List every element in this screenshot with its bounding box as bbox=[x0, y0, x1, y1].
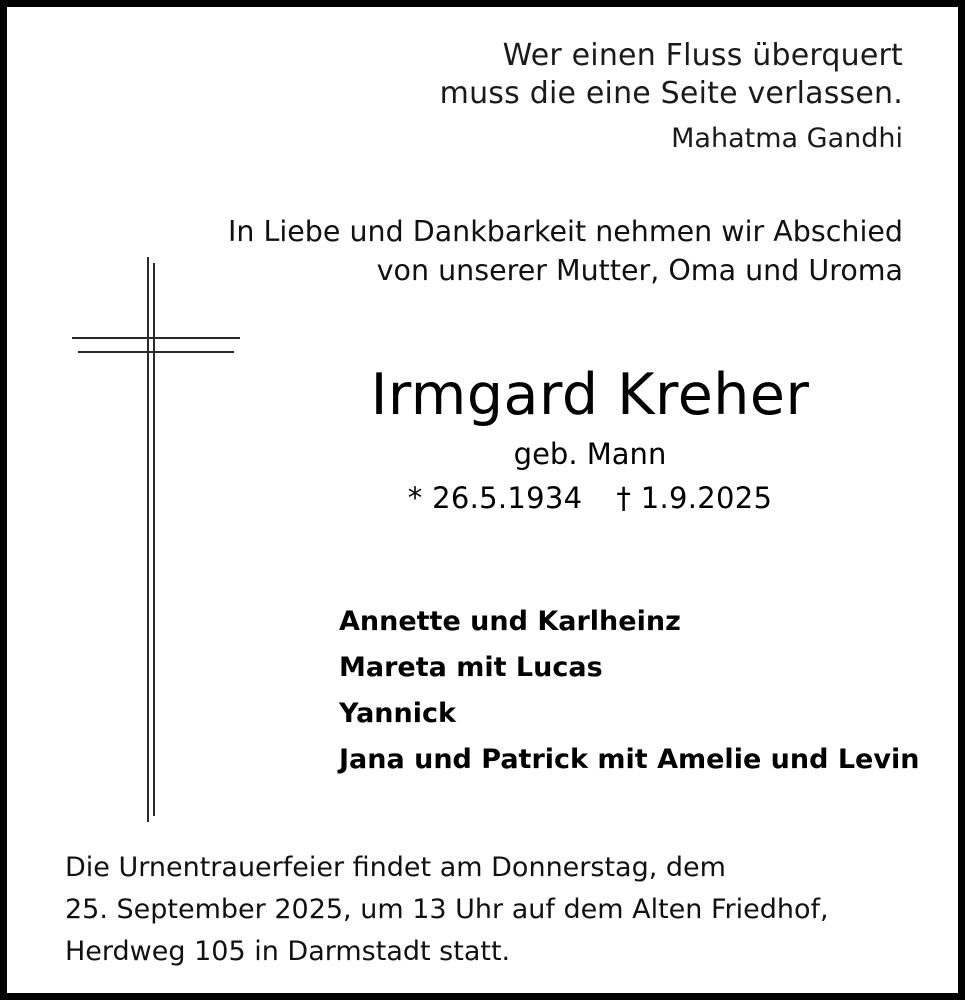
deceased-block bbox=[262, 362, 918, 520]
list-item: Mareta mit Lucas bbox=[339, 652, 603, 683]
cross-vertical-stroke bbox=[147, 257, 149, 822]
list-item: Jana und Patrick mit Amelie und Levin bbox=[339, 744, 920, 775]
birth-date: * 26.5.1934 bbox=[407, 481, 583, 515]
quote-line-1: Wer einen Fluss überquert bbox=[502, 38, 903, 73]
death-date: † 1.9.2025 bbox=[616, 481, 773, 515]
service-details-block bbox=[65, 847, 928, 973]
quote-line-2: muss die eine Seite verlassen. bbox=[439, 76, 903, 111]
service-line-3: Herdweg 105 in Darmstadt statt. bbox=[65, 936, 511, 967]
deceased-dates bbox=[262, 476, 918, 520]
cross-vertical-stroke-inner bbox=[153, 263, 155, 816]
list-item: Yannick bbox=[339, 698, 456, 729]
cross-horizontal-stroke-inner bbox=[78, 351, 234, 353]
cross-horizontal-stroke bbox=[72, 337, 240, 339]
intro-line-2: von unserer Mutter, Oma und Uroma bbox=[376, 254, 903, 287]
quote-block bbox=[440, 37, 903, 159]
cross-icon bbox=[67, 257, 242, 822]
deceased-maiden-name: geb. Mann bbox=[513, 437, 667, 471]
service-line-2: 25. September 2025, um 13 Uhr auf dem Alten Friedhof, bbox=[65, 894, 829, 925]
obituary-card bbox=[7, 7, 958, 993]
deceased-name: Irmgard Kreher bbox=[370, 362, 810, 428]
survivors-block bbox=[339, 599, 919, 783]
quote-author: Mahatma Gandhi bbox=[671, 123, 903, 154]
list-item: Annette und Karlheinz bbox=[339, 606, 681, 637]
service-line-1: Die Urnentrauerfeier findet am Donnerstag, dem bbox=[65, 852, 726, 883]
intro-line-1: In Liebe und Dankbarkeit nehmen wir Abschied bbox=[227, 215, 903, 248]
